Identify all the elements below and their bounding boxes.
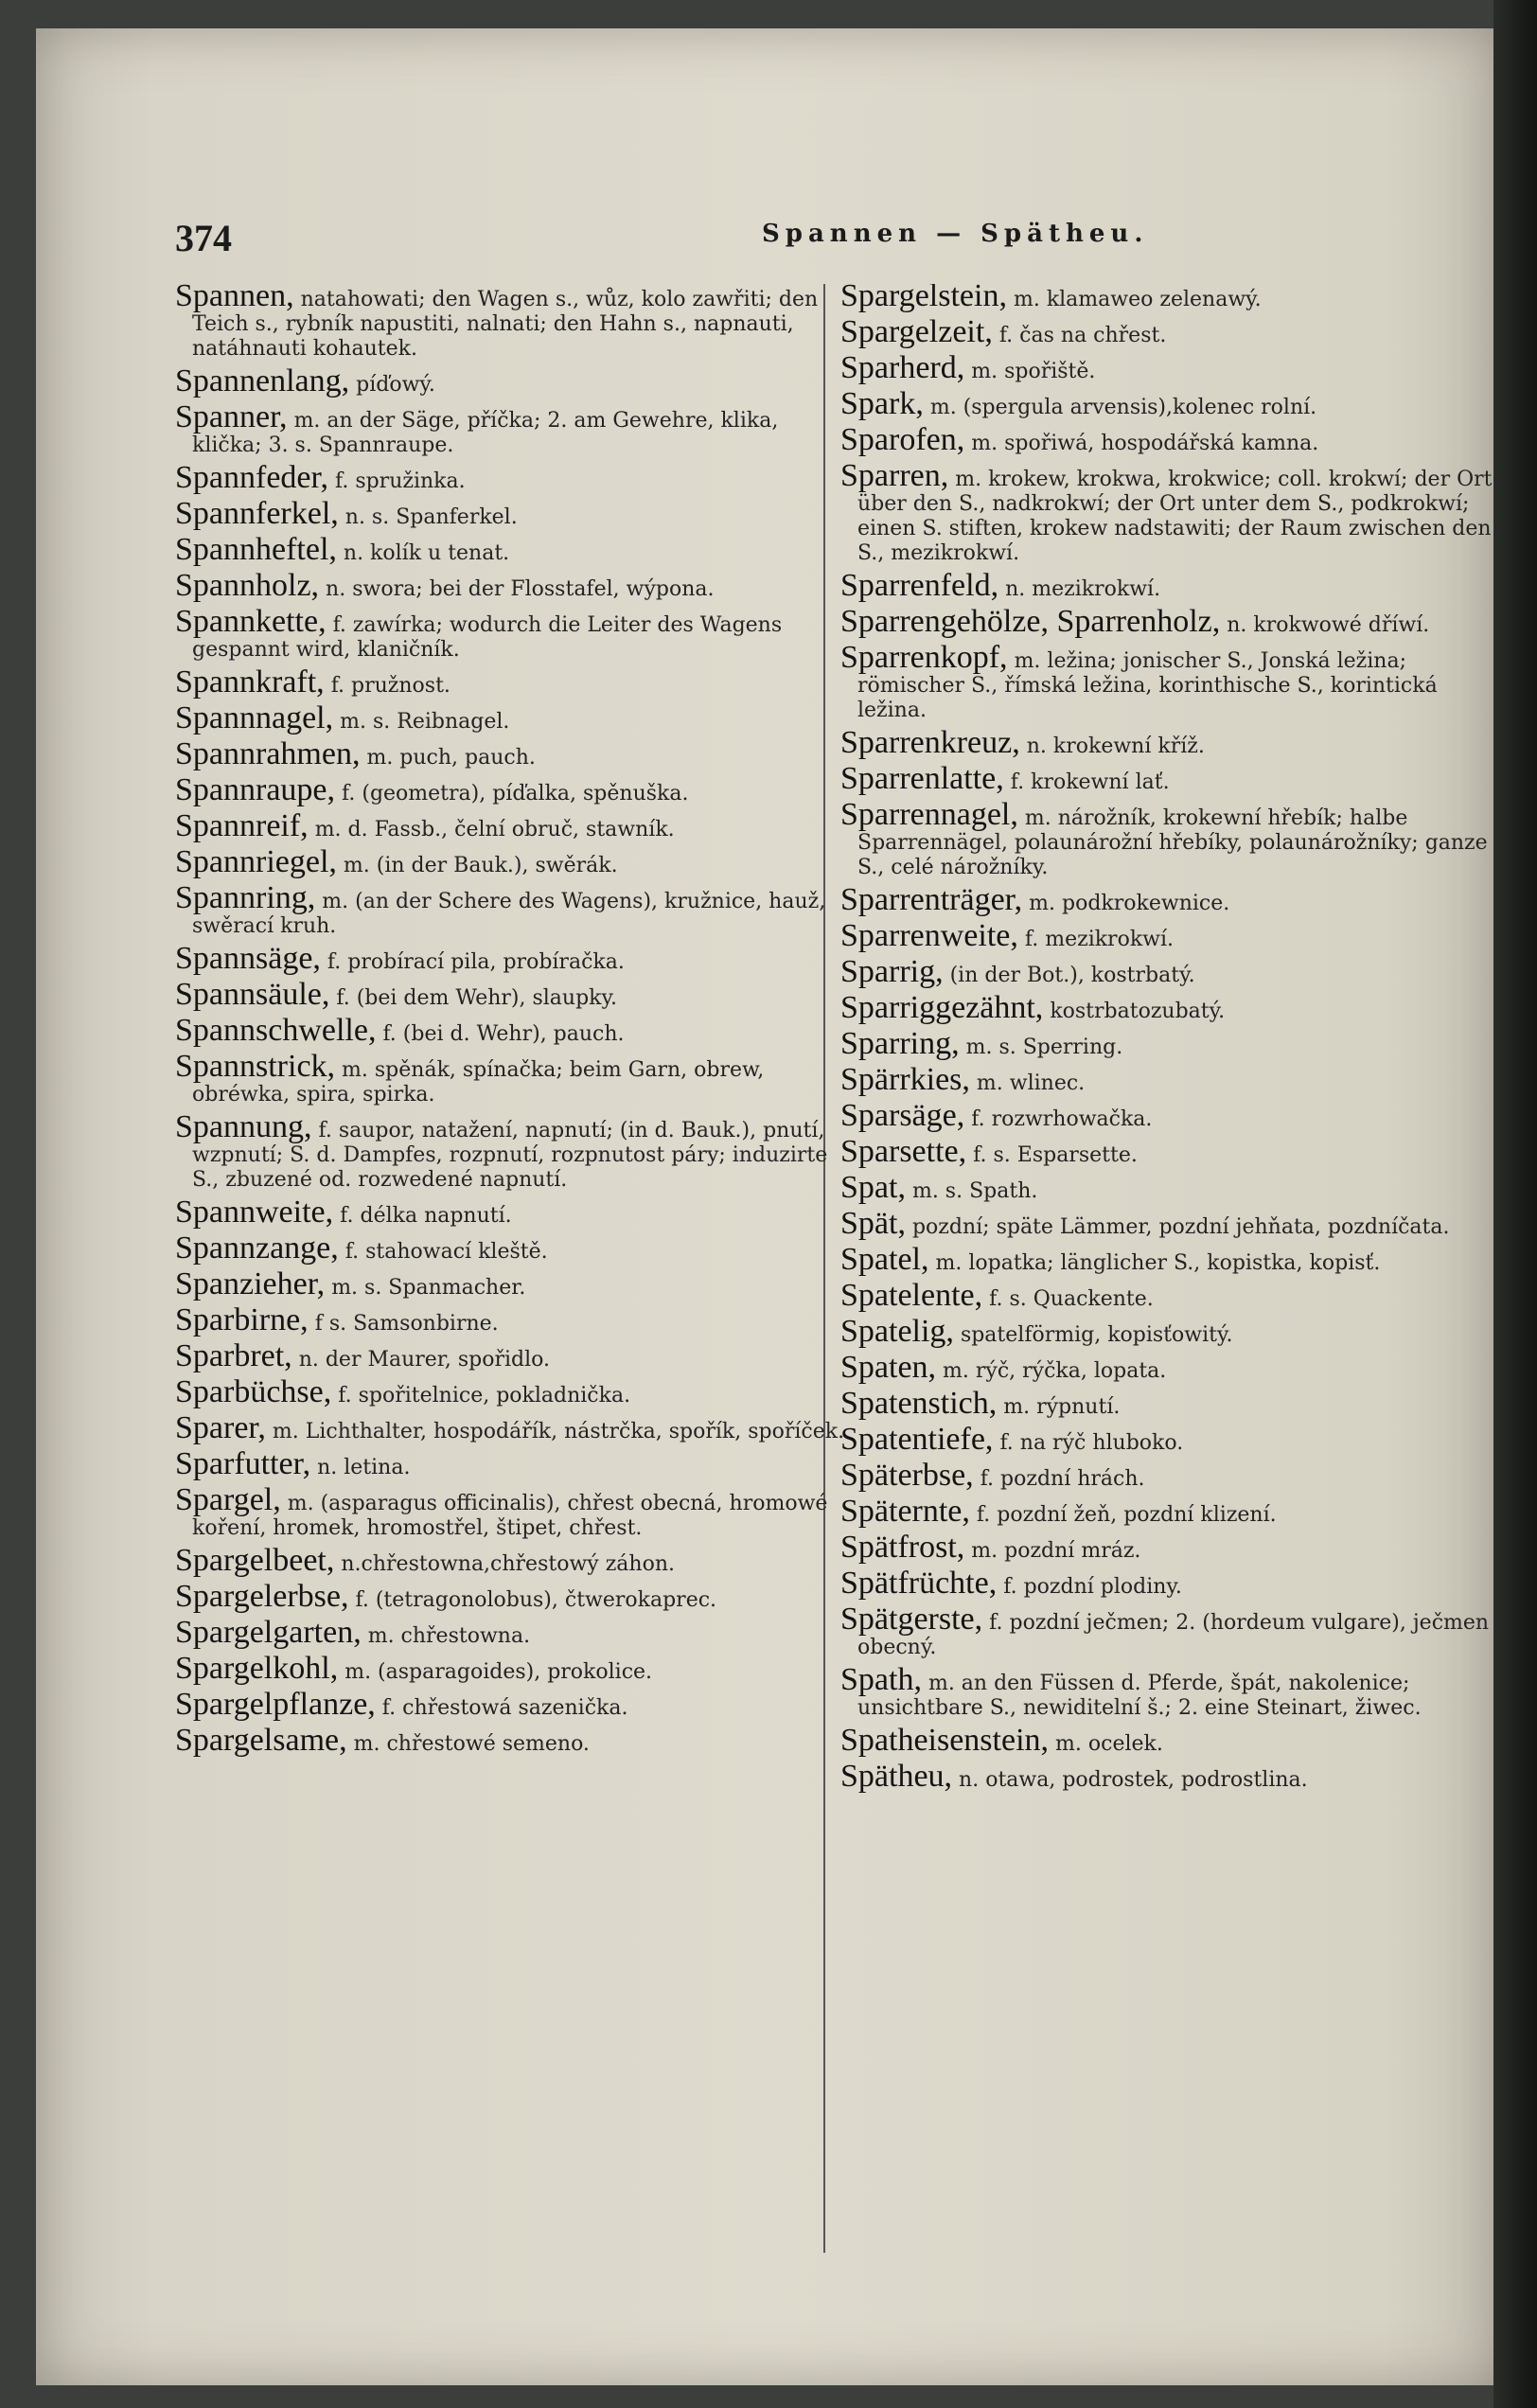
entry-definition: m. s. Spath. [911, 1179, 1038, 1203]
entry-definition: m. spořiště. [971, 360, 1096, 383]
dictionary-entry [175, 941, 847, 976]
entry-headword: Sparer, [175, 1410, 266, 1445]
entry-definition: n. mezikrokwí. [1005, 577, 1161, 601]
entry-headword: Spat, [840, 1170, 906, 1205]
dictionary-entry [175, 1723, 847, 1758]
entry-headword: Spannholz, [175, 568, 320, 603]
entry-headword: Spannriegel, [175, 844, 337, 879]
dictionary-entry [175, 1195, 847, 1230]
entry-definition: f s. Samsonbirne. [314, 1312, 499, 1336]
entry-headword: Spannheftel, [175, 532, 337, 567]
dictionary-entry [175, 363, 847, 398]
entry-headword: Sparsäge, [840, 1098, 965, 1133]
entry-definition: n. swora; bei der Flosstafel, wýpona. [326, 577, 715, 601]
page-number: 374 [175, 217, 232, 259]
dictionary-entry [175, 460, 847, 495]
entry-definition: m. an den Füssen d. Pferde, špát, nakolenice; unsichtbare S., newiditelní š.; 2. eine Steinart, žiwec. [857, 1672, 1422, 1720]
entry-definition: m. an der Säge, příčka; 2. am Gewehre, klika, klička; 3. s. Spannraupe. [192, 409, 779, 457]
dictionary-entry [840, 797, 1512, 880]
entry-definition: m. s. Reibnagel. [340, 710, 510, 734]
dictionary-entry [175, 532, 847, 567]
entry-definition: n. der Maurer, spořidlo. [298, 1348, 551, 1372]
dictionary-entry [840, 1350, 1512, 1385]
entry-headword: Sparfutter, [175, 1446, 311, 1481]
dictionary-entry [175, 880, 847, 939]
entry-definition: m. spěnák, spínačka; beim Garn, obrew, obréwka, spira, spirka. [192, 1058, 765, 1107]
entry-headword: Spannzange, [175, 1231, 339, 1266]
dictionary-entry [840, 604, 1512, 639]
entry-headword: Spargelstein, [840, 284, 1007, 313]
entry-definition: f. (geometra), píďalka, spěnuška. [342, 782, 689, 806]
entry-headword: Spannweite, [175, 1195, 334, 1230]
entry-headword: Spatentiefe, [840, 1422, 994, 1457]
entry-headword: Spatel, [840, 1242, 929, 1277]
entry-headword: Spannsäge, [175, 941, 321, 976]
entry-definition: f. délka napnutí. [340, 1204, 512, 1228]
entry-definition: f. čas na chřest. [998, 324, 1167, 347]
entry-definition: f. probírací pila, probíračka. [327, 950, 625, 974]
entry-definition: m. lopatka; länglicher S., kopistka, kopisť. [935, 1251, 1381, 1275]
entry-definition: m. s. Spanmacher. [331, 1276, 526, 1300]
dictionary-entry [840, 314, 1512, 349]
dictionary-entry [840, 1759, 1512, 1794]
entry-headword: Spätgerste, [840, 1602, 983, 1637]
dictionary-entry [175, 1266, 847, 1301]
dictionary-entry [840, 422, 1512, 457]
entry-headword: Sparrenweite, [840, 918, 1018, 953]
entry-headword: Sparriggezähnt, [840, 990, 1044, 1025]
dictionary-entry [840, 640, 1512, 723]
entry-headword: Spätheu, [840, 1759, 953, 1794]
entry-headword: Spargelbeet, [175, 1543, 335, 1578]
entry-headword: Spätfrost, [840, 1530, 965, 1565]
entry-definition: m. Lichthalter, hospodářík, nástrčka, spořík, spoříček. [272, 1420, 845, 1443]
dictionary-entry [175, 1338, 847, 1373]
entry-definition: m. wlinec. [976, 1071, 1086, 1095]
dictionary-entry [175, 1651, 847, 1686]
entry-definition: m. (an der Schere des Wagens), kružnice, hauž, swěrací kruh. [192, 890, 826, 938]
entry-headword: Spannferkel, [175, 496, 339, 531]
entry-headword: Sparrenfeld, [840, 568, 999, 603]
entry-headword: Spargelpflanze, [175, 1687, 376, 1722]
dictionary-entry [175, 808, 847, 843]
dictionary-entry [840, 1206, 1512, 1241]
dictionary-entry [175, 1049, 847, 1107]
entry-definition: m. (in der Bauk.), swěrák. [343, 854, 618, 877]
entry-definition: f. saupor, natažení, napnutí; (in d. Bauk.), pnutí, wzpnutí; S. d. Dampfes, rozpnutí, rozpnutost páry; induzirte S., zbuzené od. rozwedené napnutí. [192, 1119, 828, 1192]
dictionary-entry [175, 1109, 847, 1193]
right-column [840, 284, 1512, 2253]
dictionary-entry [840, 284, 1512, 312]
dictionary-entry [840, 458, 1512, 566]
entry-definition: f. mezikrokwí. [1024, 928, 1175, 951]
dictionary-entry [175, 844, 847, 879]
entry-headword: Spath, [840, 1662, 922, 1697]
entry-headword: Spannschwelle, [175, 1013, 377, 1048]
entry-headword: Spargelsame, [175, 1723, 347, 1758]
entry-headword: Spargelzeit, [840, 314, 993, 349]
entry-headword: Spannkette, [175, 604, 327, 639]
entry-headword: Spannfeder, [175, 460, 328, 495]
entry-headword: Sparherd, [840, 350, 965, 385]
entry-definition: n. letina. [317, 1456, 411, 1479]
entry-definition: n. otawa, podrostek, podrostlina. [959, 1768, 1308, 1792]
entry-definition: (in der Bot.), kostrbatý. [949, 964, 1195, 987]
entry-headword: Spatenstich, [840, 1386, 998, 1421]
entry-definition: f. spořitelnice, pokladnička. [338, 1384, 631, 1408]
entry-headword: Spatelente, [840, 1278, 983, 1313]
dictionary-entry [840, 725, 1512, 760]
entry-headword: Späterbse, [840, 1458, 974, 1493]
entry-headword: Sparrig, [840, 954, 944, 989]
entry-headword: Spargel, [175, 1482, 281, 1517]
entry-headword: Sparbirne, [175, 1302, 309, 1337]
entry-definition: m. ocelek. [1055, 1732, 1163, 1756]
entry-definition: m. (spergula arvensis),kolenec rolní. [929, 396, 1317, 419]
entry-headword: Spargelkohl, [175, 1651, 339, 1686]
dictionary-entry [175, 284, 847, 362]
dictionary-entry [175, 1302, 847, 1337]
entry-definition: f. (bei dem Wehr), slaupky. [336, 986, 617, 1010]
entry-headword: Spannnagel, [175, 700, 334, 735]
entry-headword: Spanzieher, [175, 1266, 326, 1301]
entry-definition: m. ležina; jonischer S., Jonská ležina; römischer S., římská ležina, korinthische S., korintická ležina. [857, 649, 1438, 722]
entry-definition: natahowati; den Wagen s., wůz, kolo zawřiti; den Teich s., rybník napustiti, nalnati; den Hahn s., napnauti, natáhnauti kohautek. [192, 288, 819, 361]
dictionary-entry [840, 990, 1512, 1025]
dictionary-entry [175, 772, 847, 807]
dictionary-entry [175, 1615, 847, 1650]
dictionary-entry [175, 1687, 847, 1722]
dictionary-entry [840, 568, 1512, 603]
entry-headword: Sparofen, [840, 422, 965, 457]
dictionary-entry [840, 1494, 1512, 1529]
dictionary-entry [175, 604, 847, 663]
entry-definition: f. (bei d. Wehr), pauch. [382, 1022, 625, 1046]
dictionary-entry [175, 496, 847, 531]
entry-definition: m. spořiwá, hospodářská kamna. [971, 432, 1319, 455]
entry-definition: m. (asparagoides), prokolice. [344, 1660, 653, 1684]
dictionary-entry [175, 1410, 847, 1445]
entry-headword: Spannreif, [175, 808, 309, 843]
entry-headword: Spargelgarten, [175, 1615, 362, 1650]
dictionary-entry [840, 954, 1512, 989]
dictionary-entry [840, 1098, 1512, 1133]
entry-headword: Sparring, [840, 1026, 960, 1061]
entry-definition: f. rozwrhowačka. [971, 1107, 1153, 1131]
dictionary-entry [840, 1170, 1512, 1205]
dictionary-entry [840, 1134, 1512, 1169]
dictionary-entry [175, 1579, 847, 1614]
entry-definition: spatelförmig, kopisťowitý. [960, 1323, 1233, 1347]
dictionary-entry [175, 1374, 847, 1409]
entry-definition: m. podkrokewnice. [1029, 892, 1230, 915]
entry-definition: m. d. Fassb., čelní obruč, stawník. [314, 818, 675, 841]
entry-definition: m. rýč, rýčka, lopata. [943, 1359, 1167, 1383]
entry-headword: Spät, [840, 1206, 906, 1241]
entry-headword: Spätfrüchte, [840, 1566, 998, 1601]
dictionary-entry [175, 977, 847, 1012]
entry-definition: f. pozdní žeň, pozdní klizení. [976, 1503, 1277, 1527]
dictionary-entry [175, 1013, 847, 1048]
dictionary-entry [175, 399, 847, 458]
entry-headword: Späternte, [840, 1494, 970, 1529]
entry-definition: f. na rýč hluboko. [999, 1431, 1184, 1455]
dictionary-entry [840, 1422, 1512, 1457]
entry-headword: Spannen, [175, 284, 294, 313]
dictionary-entry [840, 350, 1512, 385]
entry-headword: Sparrenkopf, [840, 640, 1008, 675]
dictionary-entry [840, 1314, 1512, 1349]
entry-definition: f. chřestowá sazenička. [381, 1696, 628, 1720]
entry-definition: f. s. Quackente. [989, 1287, 1154, 1311]
left-column [175, 284, 847, 2253]
dictionary-entry [175, 664, 847, 699]
entry-definition: f. (tetragonolobus), čtwerokaprec. [355, 1588, 717, 1612]
entry-definition: f. krokewní lať. [1010, 770, 1170, 794]
entry-definition: píďowý. [356, 373, 435, 397]
dictionary-entry [175, 1446, 847, 1481]
entry-headword: Spaten, [840, 1350, 937, 1385]
dictionary-entry [175, 700, 847, 735]
dictionary-entry [840, 1278, 1512, 1313]
entry-definition: f. pozdní plodiny. [1003, 1575, 1182, 1599]
entry-definition: f. zawírka; wodurch die Leiter des Wagens gespannt wird, klaničník. [192, 613, 783, 662]
entry-headword: Spargelerbse, [175, 1579, 349, 1614]
entry-definition: f. stahowací kleště. [344, 1240, 548, 1264]
entry-definition: n. s. Spanferkel. [344, 505, 518, 529]
running-head [137, 197, 1481, 259]
dictionary-entry [840, 761, 1512, 796]
entry-definition: n.chřestowna,chřestowý záhon. [341, 1552, 675, 1576]
dictionary-entry [840, 1602, 1512, 1660]
dictionary-entry [175, 1482, 847, 1541]
entry-headword: Sparrengehölze, Sparrenholz, [840, 604, 1221, 639]
entry-definition: n. kolík u tenat. [343, 541, 510, 565]
entry-headword: Spatheisenstein, [840, 1723, 1050, 1758]
entry-definition: f. spružinka. [334, 469, 466, 493]
dictionary-entry [840, 1566, 1512, 1601]
dictionary-entry [840, 1458, 1512, 1493]
entry-headword: Spannraupe, [175, 772, 336, 807]
dictionary-entry [840, 1723, 1512, 1758]
entry-definition: kostrbatozubatý. [1050, 1000, 1226, 1023]
entry-headword: Spannrahmen, [175, 736, 361, 771]
entry-definition: m. rýpnutí. [1003, 1395, 1121, 1419]
entry-definition: f. s. Esparsette. [973, 1143, 1138, 1167]
entry-headword: Spatelig, [840, 1314, 954, 1349]
entry-definition: m. pozdní mráz. [971, 1539, 1141, 1563]
entry-headword: Spannung, [175, 1109, 312, 1144]
entry-headword: Spannstrick, [175, 1049, 336, 1084]
entry-definition: m. s. Sperring. [965, 1036, 1123, 1059]
dictionary-entry [840, 1026, 1512, 1061]
dictionary-entry [840, 1386, 1512, 1421]
entry-definition: f. pozdní ječmen; 2. (hordeum vulgare), ječmen obecný. [857, 1611, 1490, 1659]
dictionary-entry [840, 1662, 1512, 1721]
entry-definition: m. chřestowna. [367, 1624, 531, 1648]
entry-definition: f. pružnost. [330, 674, 450, 698]
entry-headword: Sparrennagel, [840, 797, 1018, 832]
dictionary-entry [840, 882, 1512, 917]
entry-headword: Sparsette, [840, 1134, 967, 1169]
entry-headword: Sparbret, [175, 1338, 292, 1373]
dictionary-entry [175, 1543, 847, 1578]
entry-headword: Spannring, [175, 880, 316, 915]
entry-headword: Sparrenträger, [840, 882, 1023, 917]
dictionary-entry [840, 918, 1512, 953]
dictionary-entry [175, 568, 847, 603]
entry-definition: n. krokwowé dříwí. [1227, 613, 1430, 637]
dictionary-entry [175, 1231, 847, 1266]
entry-headword: Sparrenlatte, [840, 761, 1004, 796]
entry-headword: Spannsäule, [175, 977, 330, 1012]
dictionary-entry [840, 386, 1512, 421]
dictionary-entry [840, 1242, 1512, 1277]
entry-headword: Spanner, [175, 399, 288, 434]
entry-definition: n. krokewní kříž. [1026, 735, 1205, 758]
entry-definition: f. pozdní hrách. [980, 1467, 1145, 1491]
entry-definition: m. nárožník, krokewní hřebík; halbe Sparrennägel, polaunárožní hřebíky, polaunárožníky; ganze S., celé nárožníky. [857, 806, 1488, 879]
entry-headword: Spannenlang, [175, 363, 350, 398]
entry-definition: m. puch, pauch. [366, 746, 536, 770]
entry-headword: Spärrkies, [840, 1062, 970, 1097]
entry-definition: m. klamaweo zelenawý. [1013, 288, 1262, 311]
entry-headword: Sparbüchse, [175, 1374, 332, 1409]
entry-definition: m. krokew, krokwa, krokwice; coll. krokwí; der Ort über den S., nadkrokwí; der Ort unter dem S., podkrokwí; einen S. stiften, krokew nadstawiti; der Raum zwischen den S., mezikrokwí. [857, 468, 1493, 565]
entry-definition: m. chřestowé semeno. [353, 1732, 590, 1756]
page-header-title: Spannen — Spätheu. [762, 220, 1149, 248]
entry-headword: Sparren, [840, 458, 949, 493]
dictionary-entry [840, 1530, 1512, 1565]
entry-definition: pozdní; späte Lämmer, pozdní jehňata, pozdníčata. [911, 1215, 1450, 1239]
entry-headword: Spark, [840, 386, 924, 421]
dictionary-entry [840, 1062, 1512, 1097]
entry-headword: Sparrenkreuz, [840, 725, 1020, 760]
entry-definition: m. (asparagus officinalis), chřest obecná, hromowé koření, hromek, hromostřel, štipet, chřest. [192, 1492, 828, 1540]
entry-headword: Spannkraft, [175, 664, 325, 699]
dictionary-entry [175, 736, 847, 771]
